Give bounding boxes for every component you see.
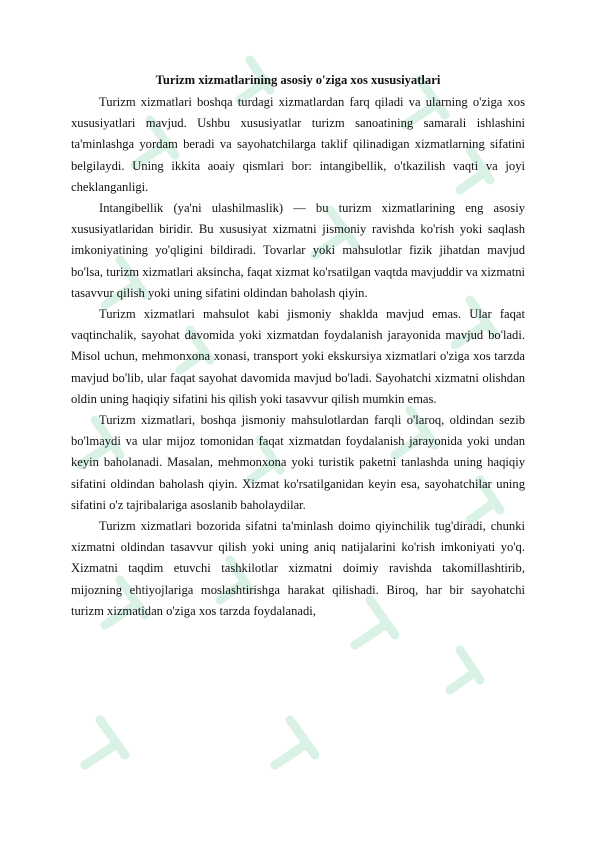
paragraph-1: Turizm xizmatlari boshqa turdagi xizmatlardan farq qiladi va ularning o'ziga xos xususiyatlari mavjud. Ushbu xususiyatlar turizm sanoatining samarali ishlashini ta'minlashga yordam beradi va sayohatchilarga taklif qilinadigan xizmatlarning sifatini belgilaydi. Uning ikkita aoaiy qismlari bor: intangibellik, o'tkazilish vaqti va joyi cheklanganligi. [71,95,525,194]
paragraph-4: Turizm xizmatlari, boshqa jismoniy mahsulotlardan farqli o'laroq, oldindan sezib bo'lmaydi va ular mijoz tomonidan faqat xizmatdan foydalanish jarayonida yoki undan keyin baholanadi. Masalan, mehmonxona yoki turistik paketni tanlashda uning haqiqiy sifatini oldindan baholash qiyin. Xizmat ko'rsatilganidan keyin esa, sayohatchilar uning sifatini o'z tajribalariga asoslanib baholaydilar. [71,413,525,512]
paragraph-5: Turizm xizmatlari bozorida sifatni ta'minlash doimo qiyinchilik tug'diradi, chunki xizmatni oldindan tasavvur qilish yoki uning aniq natijalarini ko'rish imkoniyati yo'q. Xizmatni taqdim etuvchi tashkilotlar xizmatni doimiy ravishda takomillashtirib, mijozning ehtiyojlariga moslashtirishga harakat qilishadi. Biroq, har bir sayohatchi turizm xizmatidan o'ziga xos tarzda foydalanadi, [71,519,525,618]
paragraph-3: Turizm xizmatlari mahsulot kabi jismoniy shaklda mavjud emas. Ular faqat vaqtinchalik, sayohat davomida yoki xizmatdan foydalanish jarayonida mavjud bo'ladi. Misol uchun, mehmonxona xonasi, transport yoki ekskursiya xizmatlari o'ziga xos tarzda mavjud bo'lib, ular faqat sayohat davomida mavjud bo'ladi. Sayohatchi xizmatni olishdan oldin uning haqiqiy sifatini his qilish yoki tasavvur qilish mumkin emas. [71,307,525,406]
document-body [71,71,525,622]
document-title: Turizm xizmatlarining asosiy o'ziga xos xususiyatlari [155,73,441,87]
paragraph-2: Intangibellik (ya'ni ulashilmaslik) — bu turizm xizmatlarining eng asosiy xususiyatlaridan biridir. Bu xususiyat xizmatni jismoniy ravishda ko'rish yoki saqlash imkoniyatining yo'qligini bildiradi. Tovarlar yoki mahsulotlar fizik jihatdan mavjud bo'lsa, turizm xizmatlari aksincha, faqat xizmat ko'rsatilgan vaqtda mavjuddir va xizmatni tasavvur qilish yoki uning sifatini oldindan baholash qiyin. [71,201,525,300]
